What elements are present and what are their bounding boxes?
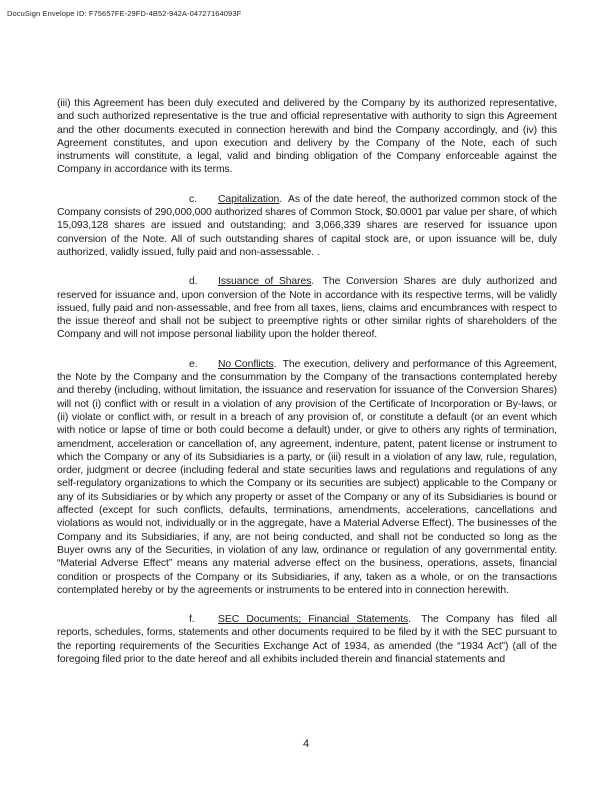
paragraph-heading: No Conflicts [218, 358, 274, 370]
paragraph-c [57, 193, 557, 259]
paragraph-heading: SEC Documents; Financial Statements [218, 614, 409, 626]
paragraph-heading: Issuance of Shares [218, 276, 312, 288]
heading-separator: . [273, 358, 277, 370]
heading-separator: . [311, 276, 315, 288]
heading-separator: . [279, 193, 283, 205]
paragraph-d [57, 275, 557, 341]
paragraph-text: The Company has filed all reports, schedules, forms, statements and other documents required to be filed by it with the SEC pursuant to the reporting requirements of the Securities Exchange Act of 1934, as amended (the “1934 Act”) (all of the foregoing filed prior to the date hereof and all exhibits included therein and financial statements and [57, 614, 557, 665]
paragraph-e [57, 358, 557, 597]
paragraph-text: The execution, delivery and performance of this Agreement, the Note by the Company and the consummation by the Company of the transactions contemplated hereby and thereby (including, without limitation, the issuance and reservation for issuance of the Conversion Shares) will not (i) conflict with or result in a violation of any provision of the Certificate of Incorporation or By-laws, or (ii) violate or conflict with, or result in a breach of any provision of, or constitute a default (or an event which with notice or lapse of time or both could become a default) under, or give to others any rights of termination, amendment, acceleration or cancellation of, any agreement, indenture, patent, patent license or instrument to which the Company or any of its Subsidiaries is a party, or (iii) result in a violation of any law, rule, regulation, order, judgment or decree (including federal and state securities laws and regulations and regulations of any self-regulatory organizations to which the Company or its securities are subject) applicable to the Company or any of its Subsidiaries or by which any property or asset of the Company or any of its Subsidiaries is bound or affected (except for such conflicts, defaults, terminations, amendments, accelerations, cancellations and violations as would not, individually or in the aggregate, have a Material Adverse Effect). The businesses of the Company and its Subsidiaries, if any, are not being conducted, and shall not be conducted so long as the Buyer owns any of the Securities, in violation of any law, ordinance or regulation of any governmental entity. “Material Adverse Effect” means any material adverse effect on the business, operations, assets, financial condition or prospects of the Company or its Subsidiaries, if any, taken as a whole, or on the transactions contemplated hereby or by the agreements or instruments to be entered into in connection herewith. [57, 358, 557, 596]
paragraph-letter: f. [189, 614, 195, 626]
document-body [57, 97, 557, 682]
paragraph-heading: Capitalization [218, 193, 280, 205]
paragraph-text: As of the date hereof, the authorized common stock of the Company consists of 290,000,000 authorized shares of Common Stock, $0.0001 par value per share, of which 15,093,128 shares are issued and outstanding; and 3,066,339 shares are reserved for issuance upon conversion of the Note. All of such outstanding shares of capital stock are, or upon issuance will be, duly authorized, validly issued, fully paid and non-assessable. . [57, 193, 557, 258]
paragraph-intro: (iii) this Agreement has been duly executed and delivered by the Company by its authorized representative, and such authorized representative is the true and official representative with authority to sign this Agreement and the other documents executed in connection herewith and bind the Company accordingly, and (iv) this Agreement constitutes, and upon execution and delivery by the Company of the Note, each of such instruments will constitute, a legal, valid and binding obligation of the Company enforceable against the Company in accordance with its terms. [57, 98, 557, 176]
paragraph-letter: d. [189, 276, 198, 288]
paragraph-letter: e. [189, 358, 198, 370]
paragraph-text: The Conversion Shares are duly authorized and reserved for issuance and, upon conversion of the Note in accordance with its respective terms, will be validly issued, fully paid and non-assessable, and free from all taxes, liens, claims and encumbrances with respect to the issue thereof and shall not be subject to preemptive rights or other similar rights of shareholders of the Company and will not impose personal liability upon the holder thereof. [57, 276, 558, 341]
heading-separator: . [408, 614, 411, 626]
docusign-envelope-id: DocuSign Envelope ID: F75657FE-29FD-4B52-942A-04727164093F [7, 9, 242, 18]
paragraph-letter: c. [189, 193, 197, 205]
page-number: 4 [302, 738, 310, 750]
paragraph-f [57, 613, 557, 666]
